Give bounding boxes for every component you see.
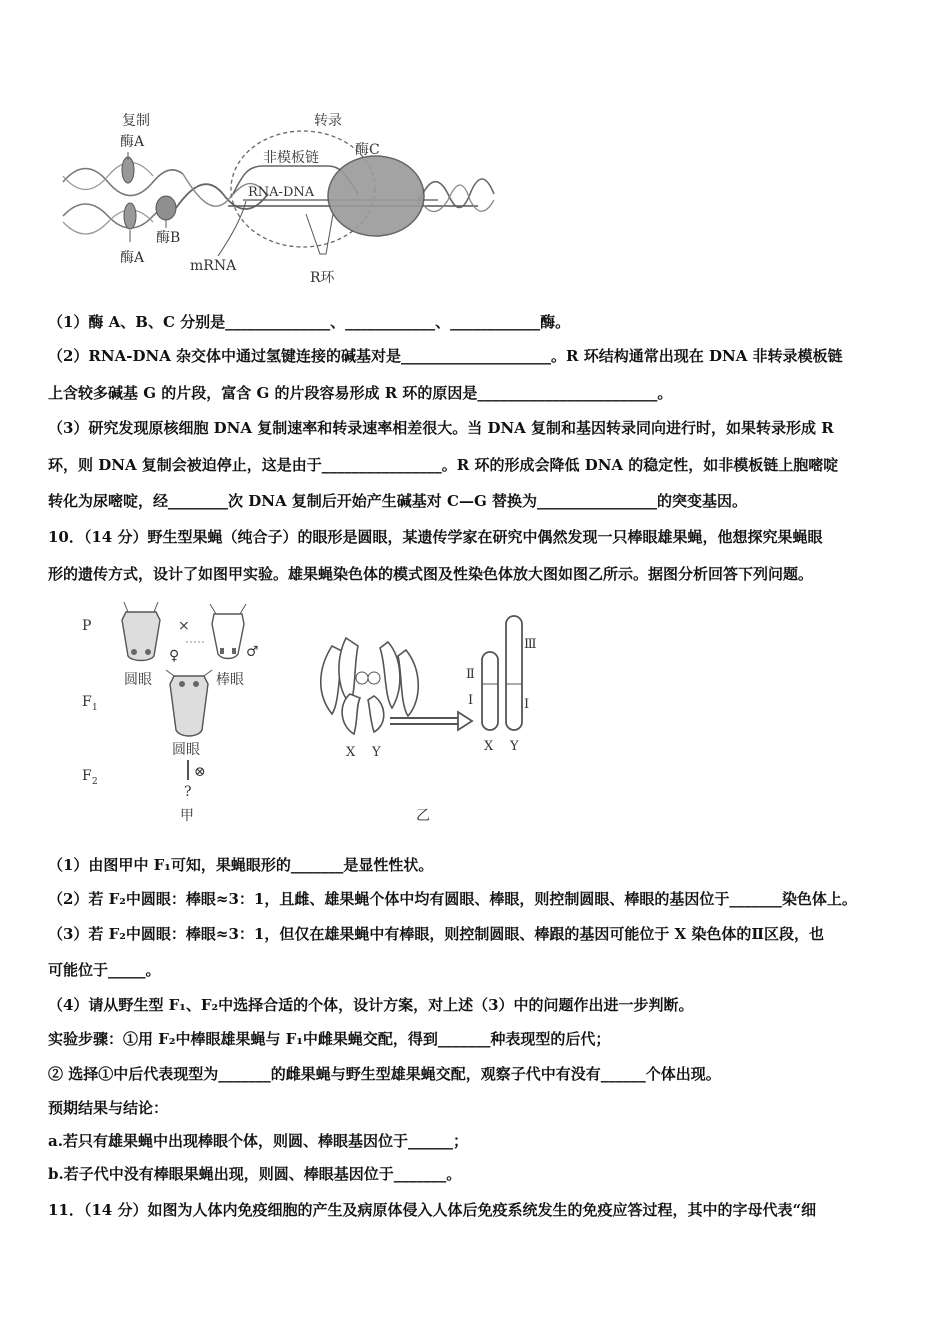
q10-part4: （4）请从野生型 F₁、F₂中选择合适的个体，设计方案，对上述（3）中的问题作出进一步判断。 <box>48 996 694 1014</box>
figure-yi-chromosomes <box>310 608 550 828</box>
pointer-rloop <box>306 214 333 254</box>
q10-step1: 实验步骤：①用 F₂中棒眼雄果蝇与 F₁中雌果蝇交配，得到_______种表现型的后代； <box>48 1030 611 1048</box>
fly-f1-round <box>166 670 212 736</box>
label-female-symbol: ♀ <box>169 648 180 664</box>
label-enzyme-b: 酶B <box>156 230 181 246</box>
small-chromosome-2 <box>368 672 380 684</box>
label-region-I-left: Ⅰ <box>468 693 474 708</box>
label-selfing: ⊗ <box>194 764 206 780</box>
fly-male-bar <box>210 604 246 659</box>
dna-helix-right-2 <box>418 185 494 212</box>
q10-result-b: b.若子代中没有棒眼果蝇出现，则圆、棒眼基因位于_______。 <box>48 1165 462 1183</box>
q10-intro-line2: 形的遗传方式，设计了如图甲实验。雄果蝇染色体的模式图及性染色体放大图如图乙所示。据图分析回答下列问题。 <box>48 565 814 583</box>
label-enzyme-c: 酶C <box>355 142 380 158</box>
q10-part3-cont: 可能位于_____。 <box>48 961 161 979</box>
q10-intro-line1: 10．（14 分）野生型果蝇（纯合子）的眼形是圆眼，某遗传学家在研究中偶然发现一只棒眼雄果蝇，他想探究果蝇眼 <box>48 528 823 546</box>
sex-chromosome-x-small <box>342 694 360 734</box>
label-enzyme-a-bottom: 酶A <box>120 250 145 266</box>
q10-part1: （1）由图甲中 F₁可知，果蝇眼形的_______是显性性状。 <box>48 856 434 874</box>
figure-jia-cross <box>74 596 274 828</box>
caption-yi: 乙 <box>416 808 430 824</box>
label-rloop: R环 <box>310 270 335 286</box>
q10-step2: ② 选择①中后代表现型为_______的雌果蝇与野生型雄果蝇交配，观察子代中有没有______个体出现。 <box>48 1065 721 1083</box>
sex-chromosome-y-small <box>368 696 384 732</box>
label-F1: F <box>82 694 92 710</box>
label-y-small: Y <box>372 745 381 760</box>
chromosome-x-large <box>482 652 498 730</box>
chromosome-y-large <box>506 616 522 730</box>
q10-result-a: a.若只有雄果蝇中出现棒眼个体，则圆、棒眼基因位于______； <box>48 1132 468 1150</box>
label-replicate: 复制 <box>122 113 150 129</box>
q9-part1: （1）酶 A、B、C 分别是______________、____________、____________酶。 <box>48 313 571 331</box>
label-enzyme-a-top: 酶A <box>120 134 145 150</box>
arrow-head <box>458 712 472 730</box>
chromosome-pair-right <box>380 642 400 708</box>
enzyme-b-shape <box>156 196 176 220</box>
label-bar-eye-p: 棒眼 <box>216 672 244 688</box>
q9-part3-cont: 环，则 DNA 复制会被迫停止，这是由于________________。R 环的形成会降低 DNA 的稳定性，如非模板链上胞嘧啶 <box>48 456 839 474</box>
small-chromosome-1 <box>356 672 368 684</box>
q9-part3: （3）研究发现原核细胞 DNA 复制速率和转录速率相差很大。当 DNA 复制和基因转录同向进行时，如果转录形成 R <box>48 419 834 437</box>
q9-part3-cont2: 转化为尿嘧啶，经________次 DNA 复制后开始产生碱基对 C—G 替换为________________的突变基因。 <box>48 492 747 510</box>
label-x-small: X <box>346 745 356 760</box>
enzyme-a-top-shape <box>122 157 134 183</box>
chromosome-pair-right-2 <box>398 650 418 716</box>
q10-expect: 预期结果与结论： <box>48 1099 169 1117</box>
q9-part2: （2）RNA-DNA 杂交体中通过氢键连接的碱基对是____________________。R 环结构通常出现在 DNA 非转录模板链 <box>48 347 843 365</box>
label-question: ? <box>184 784 192 800</box>
dna-strand-lower-left-2 <box>63 210 153 234</box>
fly-female-round <box>122 602 160 661</box>
chromosome-pair-left-2 <box>339 638 358 704</box>
q11-intro: 11．（14 分）如图为人体内免疫细胞的产生及病原体侵入人体后免疫系统发生的免疫应答过程，其中的字母代表“细 <box>48 1201 817 1219</box>
dna-strand-upper-left-2 <box>63 163 153 190</box>
label-nontemplate: 非模板链 <box>263 150 319 166</box>
label-F2-sub: 2 <box>92 777 98 787</box>
label-transcribe: 转录 <box>314 113 342 129</box>
dna-helix-right <box>418 179 494 208</box>
label-y-large: Y <box>510 739 519 754</box>
enzyme-a-bottom-shape <box>124 203 136 229</box>
q10-part2: （2）若 F₂中圆眼：棒眼≈3：1，且雌、雄果蝇个体中均有圆眼、棒眼，则控制圆眼、棒眼的基因位于_______染色体上。 <box>48 890 857 908</box>
label-rna-dna: RNA-DNA <box>248 185 315 200</box>
label-region-III: Ⅲ <box>524 637 537 652</box>
enzyme-c-shape <box>328 156 424 236</box>
label-male-symbol: ♂ <box>246 644 259 660</box>
q10-part3: （3）若 F₂中圆眼：棒眼≈3：1，但仅在雄果蝇中有棒眼，则控制圆眼、棒跟的基因可能位于 X 染色体的Ⅱ区段，也 <box>48 925 825 943</box>
label-f1-round-eye: 圆眼 <box>172 742 200 758</box>
label-cross: × <box>178 618 190 634</box>
replication-transcription-figure <box>58 104 508 294</box>
label-round-eye-p: 圆眼 <box>124 672 152 688</box>
label-F2: F <box>82 768 92 784</box>
label-region-II: Ⅱ <box>466 667 475 682</box>
caption-jia: 甲 <box>180 808 194 824</box>
label-F1-sub: 1 <box>92 703 98 713</box>
label-mrna: mRNA <box>190 258 237 274</box>
label-region-I-right: Ⅰ <box>524 697 530 712</box>
label-x-large: X <box>484 739 494 754</box>
label-P: P <box>82 618 92 634</box>
q9-part2-cont: 上含较多碱基 G 的片段，富含 G 的片段容易形成 R 环的原因是________________________。 <box>48 384 673 402</box>
